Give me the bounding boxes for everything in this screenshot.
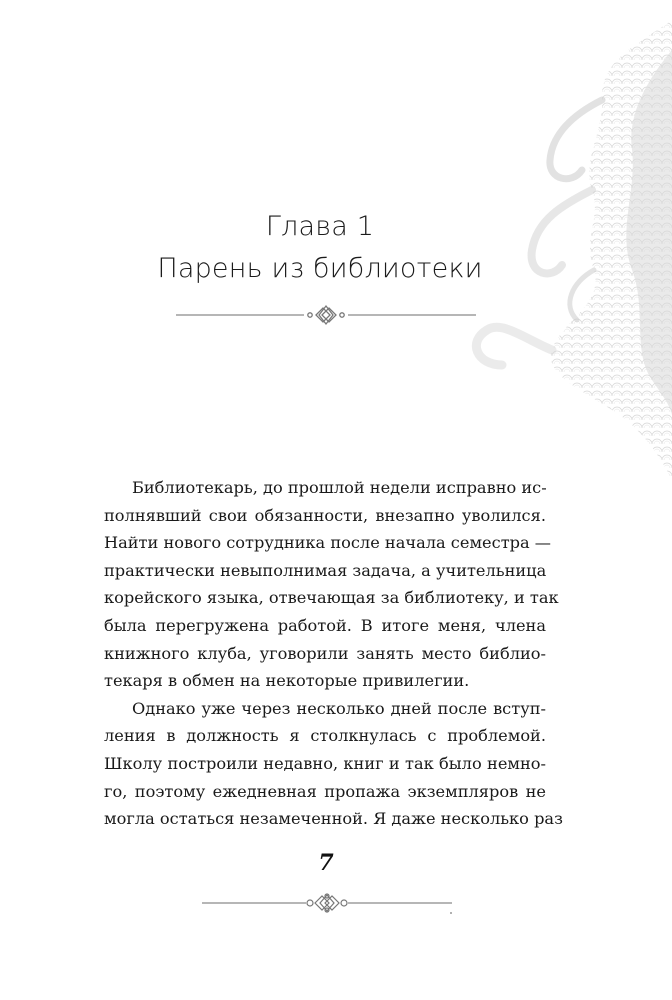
text-line: корейского языка, отвечающая за библиотеку, и так (104, 588, 559, 608)
diamond-knot-ornament-icon (176, 302, 476, 328)
text-line: практически невыполнимая задача, а учительница (104, 560, 547, 580)
text-line: Найти нового сотрудника после начала семестра — (104, 533, 551, 553)
text-line: ления в должность я столкнулась с проблемой. (104, 726, 546, 746)
text-line: была перегружена работой. В итоге меня, члена (104, 615, 546, 635)
print-speck (450, 912, 452, 914)
chapter-number: Глава 1 (265, 211, 375, 242)
text-line: го, поэтому ежедневная пропажа экземпляров не (104, 781, 546, 801)
text-line: Школу построили недавно, книг и так было немно- (104, 753, 546, 773)
chapter-heading (120, 206, 520, 290)
text-line: Однако уже через несколько дней после вступ- (132, 698, 546, 718)
text-line: Библиотекарь, до прошлой недели исправно ис- (132, 478, 547, 497)
text-line: текаря в обмен на некоторые привилегии. (104, 671, 470, 691)
text-line: книжного клуба, уговорили занять место библио- (104, 643, 546, 663)
paragraph-1 (104, 474, 559, 695)
chapter-title: Парень из библиотеки (157, 253, 483, 284)
body-text (104, 474, 563, 833)
endless-knot-ornament-icon (202, 890, 452, 916)
text-line: полнявший свои обязанности, внезапно уволился. (104, 505, 546, 525)
paragraph-2 (104, 695, 563, 833)
page-number: 7 (318, 850, 334, 876)
text-line: могла остаться незамеченной. Я даже несколько раз (104, 809, 563, 829)
